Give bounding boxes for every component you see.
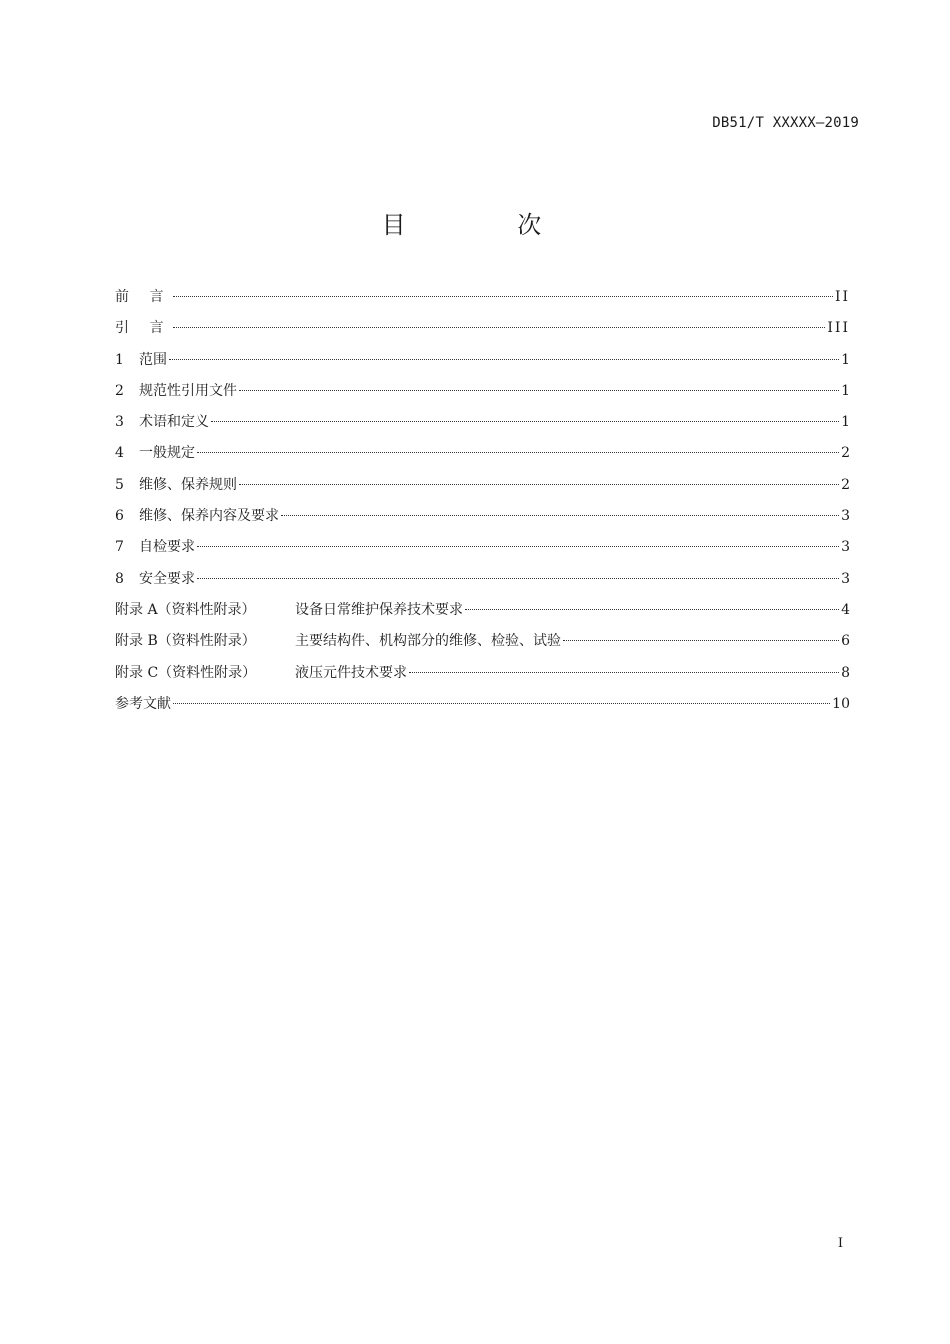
toc-leader xyxy=(239,390,839,391)
toc-item-page: 8 xyxy=(841,664,850,681)
toc-leader xyxy=(281,515,839,516)
toc-item-label: 规范性引用文件 xyxy=(139,382,237,399)
toc-item-page: 1 xyxy=(841,382,850,399)
toc-item-label: 主要结构件、机构部分的维修、检验、试验 xyxy=(295,633,561,650)
toc-item-label: 自检要求 xyxy=(139,539,195,556)
toc-item-page: 1 xyxy=(841,414,850,431)
toc-item-normative-references[interactable] xyxy=(115,376,850,407)
toc-leader xyxy=(197,452,839,453)
toc-leader xyxy=(197,546,839,547)
toc-item-page: 2 xyxy=(841,445,850,462)
document-code: DB51/T XXXXX—2019 xyxy=(712,115,859,131)
toc-item-introduction[interactable] xyxy=(115,313,850,344)
page-title: 目 次 xyxy=(381,211,594,239)
toc-item-label: 液压元件技术要求 xyxy=(295,664,407,681)
toc-item-label: 范围 xyxy=(139,351,167,368)
toc-item-page: 3 xyxy=(841,570,850,587)
toc-item-page: III xyxy=(827,320,850,337)
toc-leader xyxy=(239,484,839,485)
toc-leader xyxy=(409,672,839,673)
toc-item-number: 5 xyxy=(115,476,124,493)
toc-appendix-tag: 附录 B（资料性附录） xyxy=(115,633,256,650)
toc-item-number: 8 xyxy=(115,570,124,587)
toc-leader xyxy=(465,609,839,610)
toc-item-safety[interactable] xyxy=(115,564,850,595)
toc-item-appendix-a[interactable] xyxy=(115,595,850,626)
toc-item-bibliography[interactable] xyxy=(115,689,850,720)
toc-item-number: 7 xyxy=(115,539,124,556)
toc-item-number: 1 xyxy=(115,351,124,368)
toc-item-maintenance-content[interactable] xyxy=(115,501,850,532)
toc-item-self-inspection[interactable] xyxy=(115,532,850,563)
toc-item-scope[interactable] xyxy=(115,345,850,376)
toc-item-label: 维修、保养内容及要求 xyxy=(139,508,279,525)
toc-item-appendix-b[interactable] xyxy=(115,626,850,657)
toc-item-label: 一般规定 xyxy=(139,445,195,462)
toc-item-page: 2 xyxy=(841,476,850,493)
toc-leader xyxy=(173,703,830,704)
toc-item-number: 2 xyxy=(115,382,124,399)
page-number: I xyxy=(837,1236,843,1251)
toc-item-label: 术语和定义 xyxy=(139,414,209,431)
toc-leader xyxy=(197,578,839,579)
toc-appendix-tag: 附录 C（资料性附录） xyxy=(115,664,257,681)
toc-item-page: 3 xyxy=(841,508,850,525)
toc-item-page: 4 xyxy=(841,601,850,618)
toc-item-label: 设备日常维护保养技术要求 xyxy=(295,601,463,618)
toc-item-label: 安全要求 xyxy=(139,570,195,587)
toc-item-appendix-c[interactable] xyxy=(115,658,850,689)
toc-item-page: 6 xyxy=(841,633,850,650)
toc-item-number: 4 xyxy=(115,445,124,462)
table-of-contents xyxy=(115,282,850,720)
toc-item-number: 6 xyxy=(115,508,124,525)
toc-item-page: 3 xyxy=(841,539,850,556)
toc-item-label: 引 言 xyxy=(115,320,172,337)
toc-leader xyxy=(169,359,839,360)
toc-item-page: 10 xyxy=(832,695,850,712)
toc-item-label: 参考文献 xyxy=(115,695,171,712)
toc-item-page: 1 xyxy=(841,351,850,368)
toc-leader xyxy=(211,421,839,422)
toc-leader xyxy=(173,327,825,328)
toc-item-label: 维修、保养规则 xyxy=(139,476,237,493)
toc-item-maintenance-rules[interactable] xyxy=(115,470,850,501)
toc-item-label: 前 言 xyxy=(115,289,172,305)
toc-item-terms-definitions[interactable] xyxy=(115,407,850,438)
toc-leader xyxy=(563,640,839,641)
toc-appendix-tag: 附录 A（资料性附录） xyxy=(115,601,256,618)
toc-item-general-provisions[interactable] xyxy=(115,438,850,469)
toc-item-page: II xyxy=(834,289,850,305)
toc-item-number: 3 xyxy=(115,414,124,431)
toc-leader xyxy=(173,296,832,297)
toc-item-preface[interactable] xyxy=(115,282,850,313)
